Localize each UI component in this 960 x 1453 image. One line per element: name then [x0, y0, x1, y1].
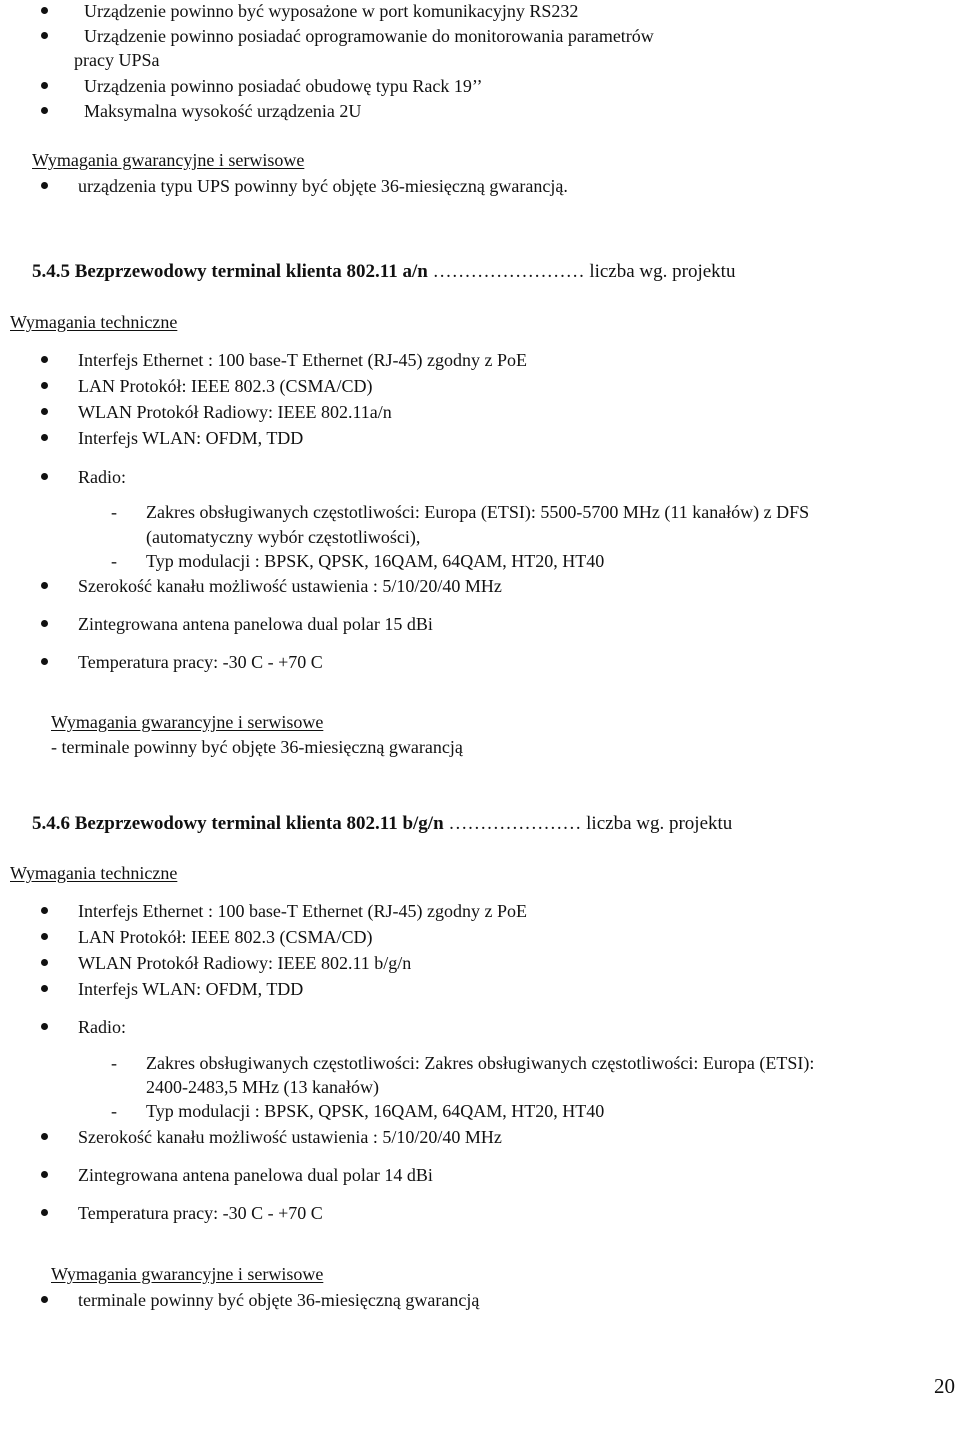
section-545-title-text: 5.4.5 Bezprzewodowy terminal klienta 802.11 a/n — [32, 261, 428, 282]
list-item: WLAN Protokół Radiowy: IEEE 802.11a/n — [78, 402, 392, 422]
section-546-qty: liczba wg. projektu — [586, 813, 733, 834]
bullet-icon — [41, 1023, 48, 1030]
bullet-icon — [41, 107, 48, 114]
bullet-icon — [41, 1133, 48, 1140]
bullet-icon — [41, 32, 48, 39]
radio-dash: - — [111, 1053, 117, 1073]
list-item: Urządzenie powinno być wyposażone w port komunikacyjny RS232 — [84, 1, 579, 21]
section-545-tech-heading: Wymagania techniczne — [10, 312, 178, 332]
bullet-icon — [41, 356, 48, 363]
bullet-icon — [41, 7, 48, 14]
section-545-warranty-text: - terminale powinny być objęte 36-miesięczną gwarancją — [51, 737, 463, 757]
radio-detail: Typ modulacji : BPSK, QPSK, 16QAM, 64QAM, HT20, HT40 — [146, 1101, 605, 1121]
radio-detail: Zakres obsługiwanych częstotliwości: Zakres obsługiwanych częstotliwości: Europa (ETSI): — [146, 1053, 815, 1073]
list-item: Maksymalna wysokość urządzenia 2U — [84, 101, 362, 121]
list-item: Urządzenie powinno posiadać oprogramowanie do monitorowania parametrów — [84, 26, 654, 46]
list-item: Szerokość kanału możliwość ustawienia : 5/10/20/40 MHz — [78, 1127, 502, 1147]
list-item: Temperatura pracy: -30 C - +70 C — [78, 1203, 323, 1223]
bullet-icon — [41, 473, 48, 480]
section-545-dots: …………………… — [432, 261, 585, 282]
list-item: Szerokość kanału możliwość ustawienia : 5/10/20/40 MHz — [78, 576, 502, 596]
list-item: Radio: — [78, 467, 126, 487]
bullet-icon — [41, 82, 48, 89]
bullet-icon — [41, 959, 48, 966]
section-546-warranty-heading: Wymagania gwarancyjne i serwisowe — [51, 1264, 324, 1284]
list-item: terminale powinny być objęte 36-miesięczną gwarancją — [78, 1290, 480, 1310]
bullet-icon — [41, 907, 48, 914]
radio-detail-continuation: (automatyczny wybór częstotliwości), — [146, 527, 421, 547]
list-item: LAN Protokół: IEEE 802.3 (CSMA/CD) — [78, 376, 373, 396]
bullet-icon — [41, 1209, 48, 1216]
radio-dash: - — [111, 551, 117, 571]
radio-detail: Zakres obsługiwanych częstotliwości: Europa (ETSI): 5500-5700 MHz (11 kanałów) z DFS — [146, 502, 810, 522]
bullet-icon — [41, 434, 48, 441]
list-item: Interfejs WLAN: OFDM, TDD — [78, 979, 304, 999]
list-item: Zintegrowana antena panelowa dual polar 15 dBi — [78, 614, 433, 634]
list-item: Interfejs WLAN: OFDM, TDD — [78, 428, 304, 448]
radio-dash: - — [111, 1101, 117, 1121]
list-item: Interfejs Ethernet : 100 base-T Ethernet (RJ-45) zgodny z PoE — [78, 901, 528, 921]
bullet-icon — [41, 1296, 48, 1303]
list-item-continuation: pracy UPSa — [74, 50, 160, 70]
page-number: 20 — [934, 1374, 955, 1398]
bullet-icon — [41, 620, 48, 627]
bullet-icon — [41, 658, 48, 665]
section-546-tech-heading: Wymagania techniczne — [10, 863, 178, 883]
list-item: LAN Protokół: IEEE 802.3 (CSMA/CD) — [78, 927, 373, 947]
list-item: urządzenia typu UPS powinny być objęte 36-miesięczną gwarancją. — [78, 176, 568, 196]
bullet-icon — [41, 382, 48, 389]
radio-detail-continuation: 2400-2483,5 MHz (13 kanałów) — [146, 1077, 379, 1097]
list-item: WLAN Protokół Radiowy: IEEE 802.11 b/g/n — [78, 953, 412, 973]
section-546-dots: ………………… — [448, 813, 582, 834]
section-546-title — [32, 814, 732, 833]
bullet-icon — [41, 1171, 48, 1178]
section-545-title — [32, 262, 735, 281]
section-546-title-text: 5.4.6 Bezprzewodowy terminal klienta 802.11 b/g/n — [32, 813, 444, 834]
list-item: Radio: — [78, 1017, 126, 1037]
bullet-icon — [41, 933, 48, 940]
ups-warranty-heading: Wymagania gwarancyjne i serwisowe — [32, 150, 305, 170]
list-item: Urządzenia powinno posiadać obudowę typu Rack 19’’ — [84, 76, 483, 96]
list-item: Zintegrowana antena panelowa dual polar 14 dBi — [78, 1165, 433, 1185]
section-545-warranty-heading: Wymagania gwarancyjne i serwisowe — [51, 712, 324, 732]
list-item: Interfejs Ethernet : 100 base-T Ethernet (RJ-45) zgodny z PoE — [78, 350, 528, 370]
list-item: Temperatura pracy: -30 C - +70 C — [78, 652, 323, 672]
bullet-icon — [41, 182, 48, 189]
radio-detail: Typ modulacji : BPSK, QPSK, 16QAM, 64QAM, HT20, HT40 — [146, 551, 605, 571]
section-545-qty: liczba wg. projektu — [589, 261, 736, 282]
radio-dash: - — [111, 502, 117, 522]
bullet-icon — [41, 985, 48, 992]
bullet-icon — [41, 582, 48, 589]
bullet-icon — [41, 408, 48, 415]
